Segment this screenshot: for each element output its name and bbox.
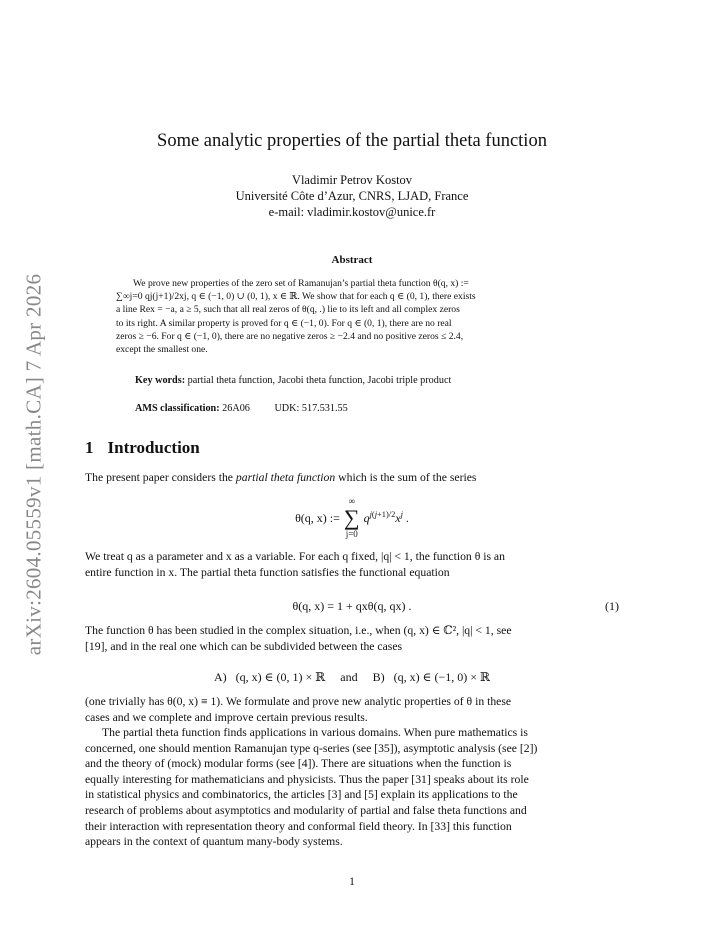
text-line: cases and we complete and improve certain previous results. [85,710,368,724]
text-line: We treat q as a parameter and x as a variable. For each q fixed, |q| < 1, the function θ is an [85,550,505,563]
abstract-line: a line Rex = −a, a ≥ 5, such that all real zeros of θ(q, .) lie to its left and all complex zeros [116,304,460,316]
text-line: entire function in x. The partial theta function satisfies the functional equation [85,565,450,579]
arxiv-identifier: arXiv:2604.05559v1 [math.CA] 7 Apr 2026 [21,273,46,655]
author-name: Vladimir Petrov Kostov [291,173,413,187]
udk-code: UDK: 517.531.55 [274,403,348,414]
text-line: equally interesting for mathematicians and physicists. Thus the paper [31] speaks about its role [85,772,529,786]
text-run: which is the sum of the series [335,471,477,484]
text-line: and the theory of (mock) modular forms (see [4]). There are situations when the function is [85,757,512,771]
text-run: The present paper considers the [85,471,236,484]
section-title: Introduction [107,438,200,457]
abstract-heading: Abstract [331,254,373,266]
abstract-line: ∑∞j=0 qj(j+1)/2xj, q ∈ (−1, 0) ∪ (0, 1), x ∈ ℝ. We show that for each q ∈ (0, 1), there exists [116,291,476,303]
sum-symbol: ∑ [343,505,360,530]
equation-cases: A) (q, x) ∈ (0, 1) × ℝ and B) (q, x) ∈ (−1, 0) × ℝ [214,670,490,684]
emphasis-text: partial theta function [235,471,336,484]
text-line: The partial theta function finds applications in various domains. When pure mathematics is [102,726,528,739]
text-line: research of problems about asymptotics and modularity of partial and false theta functions and [85,803,527,817]
abstract-line: We prove new properties of the zero set of Ramanujan’s partial theta function θ(q, x) := [133,278,469,289]
text-line: (one trivially has θ(0, x) ≡ 1). We formulate and prove new analytic properties of θ in these [85,695,512,708]
paragraph-complex [85,623,619,654]
paragraph-trivial [85,694,619,725]
abstract-line: to its right. A similar property is proved for q ∈ (−1, 0). For q ∈ (0, 1), there are no real [116,317,452,329]
section-number: 1 [85,438,94,457]
keywords [135,375,451,386]
equation-number: (1) [605,599,619,613]
functional-equation: θ(q, x) = 1 + qxθ(q, qx) . [292,599,412,613]
ams-label: AMS classification: [135,403,220,414]
author-affiliation: Université Côte d’Azur, CNRS, LJAD, France [235,189,469,203]
ams-code: 26A06 [222,403,250,414]
text-line: in statistical physics and combinatorics, the articles [3] and [5] explain its applications to the [85,788,518,802]
arxiv-sidebar [18,248,50,680]
abstract-line: except the smallest one. [116,344,208,356]
keywords-label: Key words: [135,375,186,386]
equation-lhs: θ(q, x) := [295,510,340,525]
author-email: e-mail: vladimir.kostov@unice.fr [268,205,436,219]
paragraph-intro [85,470,619,486]
text-line: their interaction with representation theory and conformal field theory. In [33] this function [85,819,512,833]
sum-lower-limit: j=0 [345,529,358,539]
paper-title: Some analytic properties of the partial theta function [157,131,547,151]
equation-term: $q^{j(j+1)/2}x^j$ . [363,509,409,525]
abstract-line: zeros ≥ −6. For q ∈ (−1, 0), there are no negative zeros ≥ −2.4 and no positive zeros ≤ 2.4, [116,330,464,342]
equation-series [85,496,619,540]
keywords-text: partial theta function, Jacobi theta function, Jacobi triple product [187,375,452,386]
equation-functional [85,599,619,614]
text-line: The function θ has been studied in the complex situation, i.e., when (q, x) ∈ ℂ², |q| < 1, see [85,624,512,637]
sum-upper-limit: ∞ [348,496,355,506]
ams-classification [135,403,348,414]
abstract-body [116,277,586,356]
text-line: appears in the context of quantum many-body systems. [85,835,343,849]
paragraph-applications [85,725,619,850]
section-heading [85,438,200,458]
text-line: concerned, one should mention Ramanujan type q-series (see [35]), asymptotic analysis (see [2]) [85,741,538,755]
text-line: [19], and in the real one which can be subdivided between the cases [85,639,403,653]
paragraph-parameter [85,549,619,580]
page-number: 1 [349,876,355,888]
